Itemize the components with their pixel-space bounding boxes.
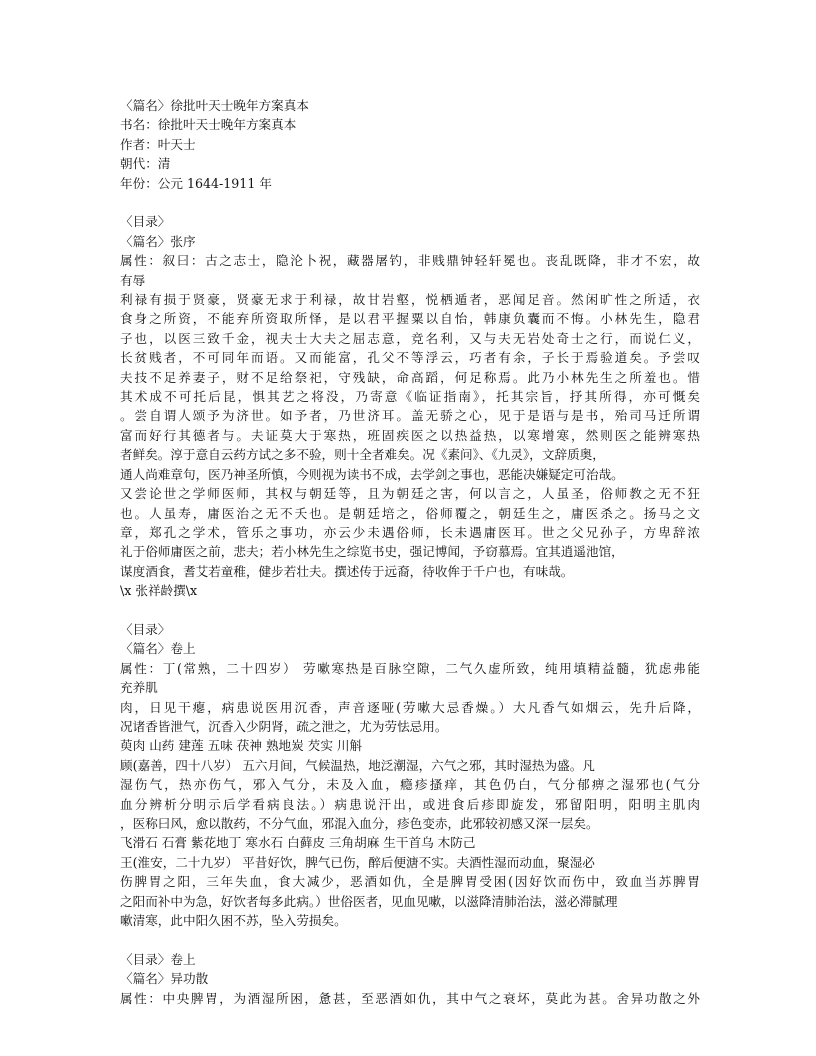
text-line: 有辱 [120,272,146,288]
section-title: 〈篇名〉卷上 [120,641,196,657]
blank-line [120,193,700,212]
year-line: 年份：公元 1644-1911 年 [120,175,272,191]
text-line: 者鲜矣。淳于意自云药方试之多不验，则十全者难矣。况《素问》、《九灵》，文辞质奥， [120,447,605,463]
text-line: 礼于俗师庸医之前，悲夫；若小林先生之综览书史，强记博闻，予窃慕焉。宜其逍遥池馆， [120,544,624,560]
text-line: 肉，日见干瘪，病患说医用沉香，声音逐哑(劳嗽大忌香燥。）大凡香气如烟云，先升后降， [120,699,700,715]
book-name-line: 书名：徐批叶天士晚年方案真本 [120,117,297,133]
toc-marker: 〈目录〉 [120,621,171,637]
text-line: 子也，以医三致千金，视夫士大夫之屈志意，竞名利，又与夫无岩处奇士之行，而说仁义， [120,330,700,346]
text-line: 食身之所资，不能弃所资取所怿，是以君平握粟以自怡，韩康负囊而不悔。小林先生，隐君 [120,311,700,327]
text-line: 属性：叙曰：古之志士，隐沦卜祝，藏器屠钓，非贱鼎钟轻轩冕也。丧乱既降，非才不宏，故 [120,253,700,269]
text-line: 血分辨析分明示后学看病良法。）病患说汗出，或进食后疹即旋发，邪留阳明，阳明主肌肉 [120,796,700,812]
text-line: 。尝自谓人颂予为济世。如予者，乃世济耳。盖无骄之心，见于是语与是书，殆司马迁所谓 [120,408,700,424]
text-line: 夫技不足养妻子，财不足给祭祀，守残缺，命高蹈，何足称焉。此乃小林先生之所羞也。惜 [120,369,700,385]
text-line: 充养肌 [120,680,158,696]
text-line: 湿伤气，热亦伤气，邪入气分，未及入血，瘾疹搔痒，其色仍白，气分郁痹之湿邪也(气分 [120,777,700,793]
text-line: 况诸香皆泄气，沉香入少阴肾，疏之泄之，尤为劳怯忌用。 [120,718,448,734]
text-line: 嗽清寒，此中阳久困不苏，坠入劳损矣。 [120,913,347,929]
header-block [120,96,700,193]
document-page [120,96,700,1008]
blank-line [120,930,700,949]
preface-section [120,212,700,600]
section-title: 〈篇名〉异功散 [120,971,209,987]
text-line: 谋度酒食，耆艾若童稚，健步若壮夫。撰述传于远裔，待收侔于千户也，有味哉。 [120,563,574,579]
juan-shang-section [120,620,700,931]
text-line: 伤脾胃之阳，三年失血，食大减少，恶酒如仇，全是脾胃受困(因好饮而伤中，致血当苏脾胃 [120,874,700,890]
section-title: 〈篇名〉张序 [120,233,196,249]
text-line: 长贫贱者，不可同年而语。又而能富，孔父不等浮云，巧者有余，子长于焉验道矣。予尝叹 [120,350,700,366]
text-line: 其术成不可托后昆，惧其艺之将没，乃寄意《临证指南》，托其宗旨，抒其所得，亦可慨矣 [120,389,700,405]
text-line: 章，郑孔之学术，管乐之事功，亦云少未遇俗师，长未遇庸医耳。世之父兄孙子，方卑辞浓 [120,524,700,540]
text-line: ，医称曰风，愈以散药，不分气血，邪混入血分，疹色变赤，此邪较初感又深一层矣。 [120,816,599,831]
text-line: 之阳而补中为急，好饮者每多此病。）世俗医者，见血见嗽，以滋降清肺治法，滋必滞腻理 [120,893,618,909]
text-line: 属性：中央脾胃，为酒湿所困，惫甚，至恶酒如仇，其中气之衰坏，莫此为甚。舍异功散之外 [120,990,700,1006]
text-line: 通人尚难章句，医乃神圣所慎，今则视为读书不成，去学剑之事也，恶能决嫌疑定可治哉。 [120,466,624,482]
yigongsan-section [120,950,700,1008]
signature-line: \x 张祥龄撰\x [120,583,198,599]
toc-marker: 〈目录〉卷上 [120,951,196,967]
text-line: 属性：丁(常熟，二十四岁） 劳嗽寒热是百脉空隙，二气久虚所致，纯用填精益髓，犹虑弗能 [120,660,700,676]
toc-marker: 〈目录〉 [120,214,171,230]
text-line: 富而好行其德者与。夫证莫大于寒热，班固疾医之以热益热，以寒增寒，然则医之能辨寒热 [120,427,700,443]
prescription-line: 萸肉 山药 建莲 五味 茯神 熟地炭 芡实 川斛 [120,738,363,754]
blank-line [120,601,700,620]
prescription-line: 飞滑石 石膏 紫花地丁 寒水石 白藓皮 三角胡麻 生干首乌 木防己 [120,835,476,851]
text-line: 王(淮安，二十九岁） 平昔好饮，脾气已伤，醉后便溏不实。夫酒性湿而动血，聚湿必 [120,854,595,870]
book-title-line: 〈篇名〉徐批叶天士晚年方案真本 [120,98,309,113]
text-line: 也。人虽寿，庸医治之无不夭也。是朝廷培之，俗师覆之，朝廷生之，庸医杀之。扬马之文 [120,505,700,521]
author-line: 作者：叶天士 [120,136,196,152]
dynasty-line: 朝代：清 [120,156,171,172]
text-line: 顾(嘉善，四十八岁） 五六月间，气候温热，地泛潮湿，六气之邪，其时湿热为盛。凡 [120,757,595,773]
text-line: 又尝论世之学师医师，其权与朝廷等，且为朝廷之害，何以言之，人虽圣，俗师教之无不狂 [120,486,700,502]
text-line: 利禄有损于贤豪，贤豪无求于利禄，故甘岩壑，悦栖遁者，恶闻足音。然闲旷性之所适，衣 [120,292,700,308]
